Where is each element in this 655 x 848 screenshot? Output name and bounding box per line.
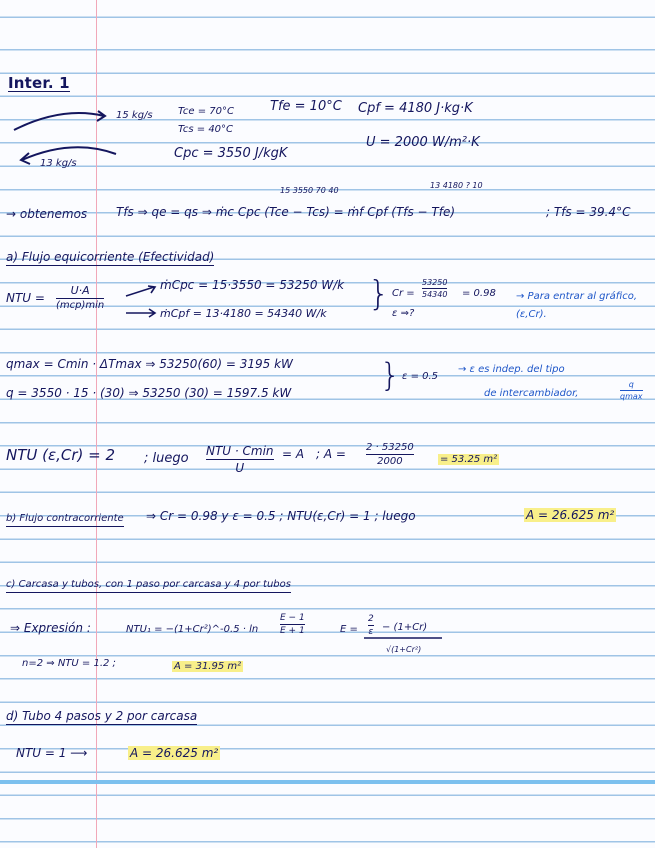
e-fraction — [368, 614, 374, 637]
balance-annotation-right: 13 4180 ? 10 — [430, 181, 483, 190]
mcp-cold: ṁCpf = 13·4180 = 54340 W/k — [160, 307, 327, 320]
e-denominator-root: √(1+Cr²) — [386, 645, 422, 654]
e-lhs: E = — [340, 624, 358, 635]
epsilon-note-1: → ε es indep. del tipo — [458, 364, 565, 375]
cold-flow-label: 13 kg/s — [40, 158, 77, 169]
ln-fraction — [280, 613, 305, 636]
area-lhs: ; A = — [316, 447, 346, 461]
brace-icon: } — [368, 274, 390, 314]
area-formula-equals: = A — [282, 447, 305, 461]
ntu-definition-fraction — [56, 284, 104, 311]
area-result-highlight: A = 26.625 m² — [526, 508, 615, 522]
ntu-expression: NTU₁ = −(1+Cr²)^-0.5 · ln — [126, 624, 259, 635]
ntu-numerator: U·A — [70, 284, 90, 297]
fraction-bar — [280, 624, 305, 625]
expression-label: ⇒ Expresión : — [10, 621, 91, 635]
area-result-highlight: = 53.25 m² — [440, 454, 498, 465]
area-result-a — [438, 452, 499, 467]
area-result-d — [128, 746, 220, 761]
fraction-bar — [206, 459, 274, 460]
balance-equation: Tfs ⇒ qe = qs ⇒ ṁc Cpc (Tce − Tcs) = ṁf Cpf (Tfs − Tfe) — [116, 205, 456, 219]
balance-annotation-left: 15 3550 70 40 — [280, 186, 339, 195]
area-calc-fraction — [366, 442, 414, 467]
fraction-bar — [366, 454, 414, 455]
param-tce: Tce = 70°C — [178, 106, 234, 117]
brace-icon: } — [380, 356, 401, 394]
ntu-definition-lhs: NTU = — [6, 291, 45, 305]
arrow-icon — [124, 306, 158, 320]
cr-numerator: 53250 — [422, 278, 448, 287]
fraction-bar — [364, 637, 444, 640]
ntu-n2-line: n=2 ⇒ NTU = 1.2 ; — [22, 658, 116, 669]
arrow-icon — [124, 284, 158, 298]
param-tfe: Tfe = 10°C — [270, 99, 342, 114]
section-b-body: ⇒ Cr = 0.98 y ε = 0.5 ; NTU(ε,Cr) = 1 ; luego — [146, 509, 416, 523]
param-u: U = 2000 W/m²·K — [366, 135, 480, 150]
ln-numerator: E − 1 — [280, 613, 305, 623]
bottom-rule — [0, 780, 655, 784]
page-title: Inter. 1 — [8, 74, 70, 92]
q-line: q = 3550 · 15 · (30) ⇒ 53250 (30) = 1597.5 kW — [6, 386, 292, 400]
e-rest: − (1+Cr) — [382, 622, 428, 633]
fraction-bar — [422, 288, 447, 289]
area-result-highlight: A = 26.625 m² — [130, 746, 219, 760]
epsilon-question: ε ⇒? — [392, 308, 415, 319]
e-numerator: 2 — [368, 614, 374, 624]
area-calc-denominator: 2000 — [377, 456, 403, 467]
cr-fraction — [422, 278, 447, 299]
hot-flow-arrow-icon — [12, 108, 112, 138]
area-result-c — [172, 659, 243, 674]
graph-note: → Para entrar al gráfico, (ε,Cr). — [516, 291, 638, 320]
param-cpf: Cpf = 4180 J·kg·K — [358, 101, 473, 116]
q-ratio-fraction — [620, 380, 643, 401]
epsilon-value: ε = 0.5 — [402, 371, 439, 382]
section-c-heading: c) Carcasa y tubos, con 1 paso por carcasa y 4 por tubos — [6, 577, 291, 593]
section-b-heading: b) Flujo contracorriente — [6, 511, 124, 527]
ln-denominator: E + 1 — [280, 626, 305, 636]
param-tcs: Tcs = 40°C — [178, 124, 234, 135]
balance-lead: → obtenemos — [6, 207, 88, 221]
section-d-heading: d) Tubo 4 pasos y 2 por carcasa — [6, 709, 198, 723]
q-ratio-denominator: qmax — [620, 392, 643, 401]
area-formula-fraction — [206, 444, 274, 475]
balance-result: ; Tfs = 39.4°C — [546, 205, 631, 219]
area-formula-numerator: NTU · Cmin — [206, 444, 274, 458]
mcp-hot: ṁCpc = 15·3550 = 53250 W/k — [160, 278, 345, 292]
q-ratio-numerator: q — [628, 380, 634, 389]
fraction-bar — [56, 298, 104, 299]
fraction-bar — [368, 625, 374, 626]
hot-flow-label: 15 kg/s — [116, 110, 153, 121]
luego-text: ; luego — [144, 451, 189, 466]
ntu-value: NTU (ε,Cr) = 2 — [6, 446, 115, 464]
fraction-bar — [620, 390, 643, 391]
area-formula-denominator: U — [235, 461, 245, 475]
area-result-b — [524, 508, 616, 523]
section-d-body: NTU = 1 ⟶ — [16, 746, 88, 760]
ntu-denominator: (mcp)min — [56, 300, 105, 311]
section-a-heading: a) Flujo equicorriente (Efectividad) — [6, 250, 215, 264]
qmax-line: qmax = Cmin · ΔTmax ⇒ 53250(60) = 3195 kW — [6, 357, 293, 371]
cr-lhs: Cr = — [392, 288, 415, 299]
area-result-highlight: A = 31.95 m² — [174, 661, 242, 672]
param-cpc: Cpc = 3550 J/kgK — [174, 146, 288, 161]
e-denominator: ε — [368, 627, 374, 637]
epsilon-note-2: de intercambiador, — [484, 388, 579, 399]
cr-denominator: 54340 — [422, 290, 448, 299]
cr-result: = 0.98 — [462, 288, 496, 299]
area-calc-numerator: 2 · 53250 — [366, 442, 414, 453]
